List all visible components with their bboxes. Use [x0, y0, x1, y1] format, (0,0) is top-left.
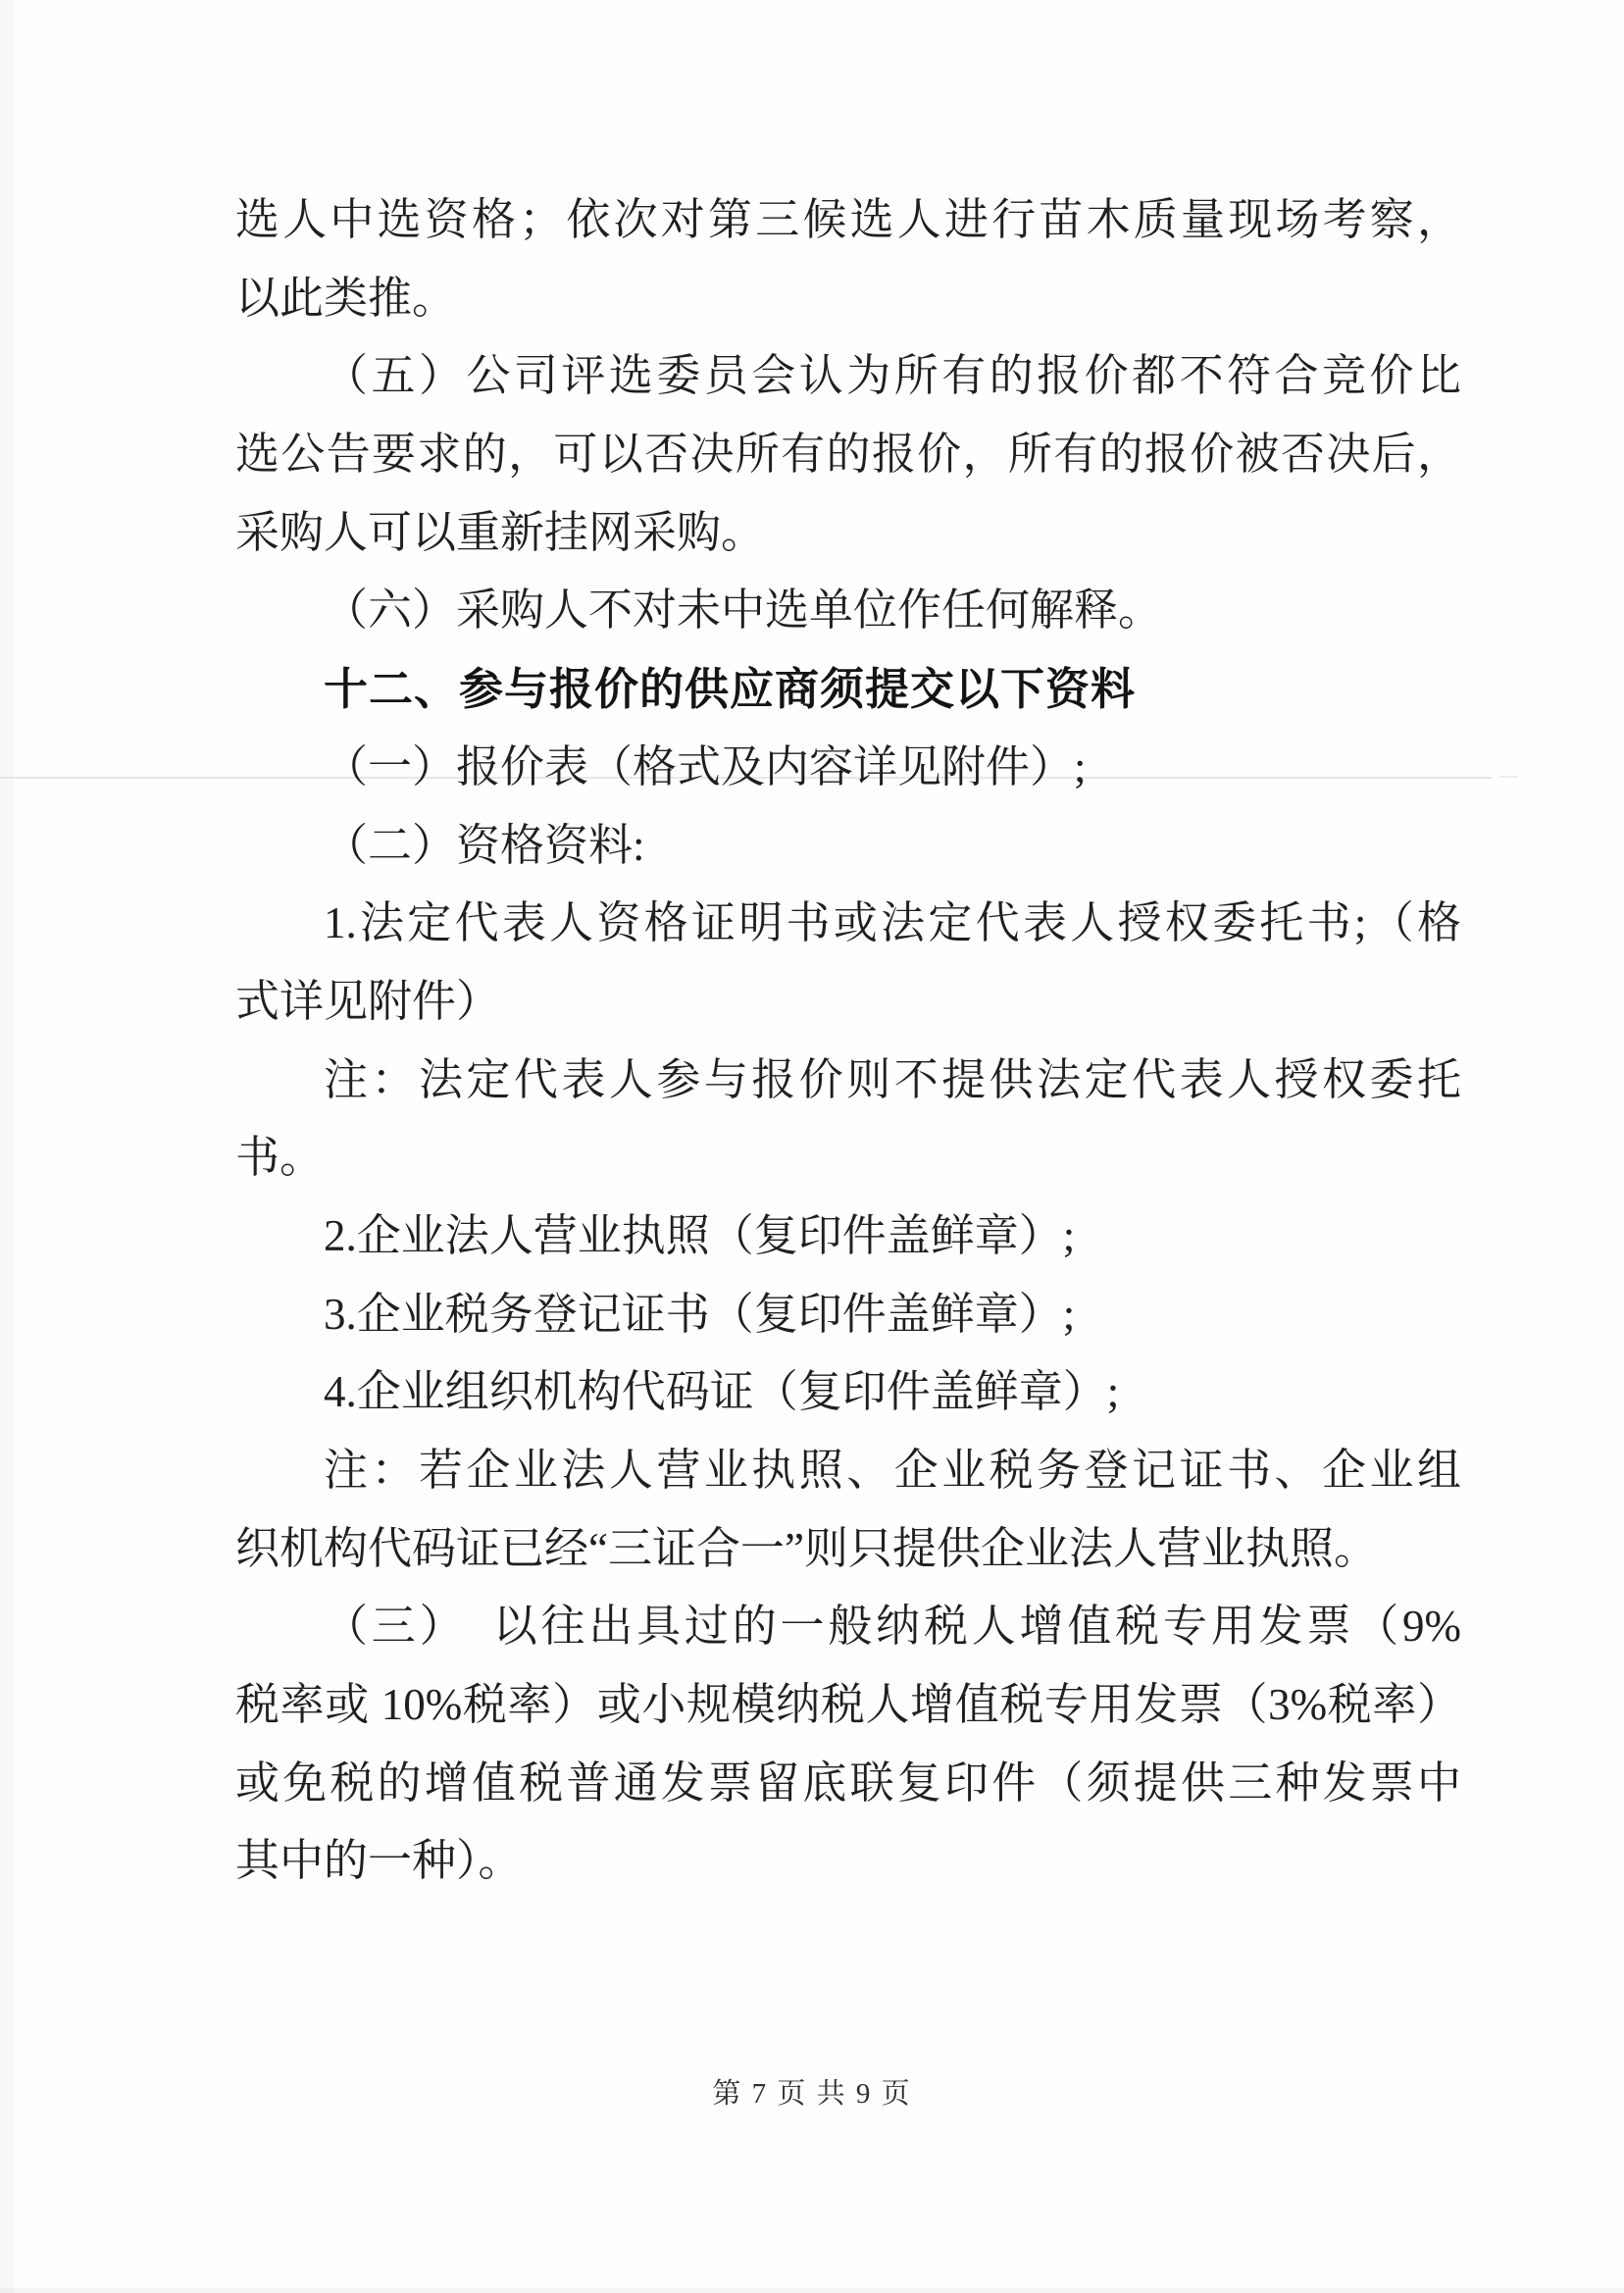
text-line: 选公告要求的，可以否决所有的报价，所有的报价被否决后， — [235, 430, 1461, 480]
text-line: （一）报价表（格式及内容详见附件）; — [324, 741, 1087, 791]
scan-artifact-dash — [1500, 776, 1518, 778]
text-line: 注：若企业法人营业执照、企业税务登记证书、企业组 — [324, 1446, 1461, 1495]
text-line: 2.企业法人营业执照（复印件盖鲜章）; — [324, 1210, 1076, 1260]
page-number-footer: 第 7 页 共 9 页 — [712, 2078, 912, 2110]
document-body — [235, 181, 1461, 1901]
text-line: 式详见附件） — [235, 976, 501, 1026]
text-line: 注：法定代表人参与报价则不提供法定代表人授权委托 — [324, 1054, 1461, 1104]
scan-edge-shadow-bottom — [0, 2288, 1624, 2293]
text-line: 采购人可以重新挂网采购。 — [235, 507, 766, 557]
text-line: 织机构代码证已经“三证合一”则只提供企业法人营业执照。 — [235, 1523, 1378, 1573]
text-line: 选人中选资格；依次对第三候选人进行苗木质量现场考察， — [235, 195, 1461, 244]
text-line: 以此类推。 — [235, 273, 457, 323]
text-line: 十二、参与报价的供应商须提交以下资料 — [324, 664, 1137, 715]
text-line: 或免税的增值税普通发票留底联复印件（须提供三种发票中 — [235, 1758, 1461, 1808]
text-line: 其中的一种）。 — [235, 1836, 523, 1886]
text-line: （三） 以往出具过的一般纳税人增值税专用发票（9% — [324, 1602, 1461, 1652]
text-line: （六）采购人不对未中选单位作任何解释。 — [324, 586, 1163, 636]
text-line: （二）资格资料: — [324, 820, 645, 870]
text-line: （五）公司评选委员会认为所有的报价都不符合竞价比 — [324, 351, 1461, 401]
text-line: 3.企业税务登记证书（复印件盖鲜章）; — [324, 1289, 1076, 1339]
text-line: 税率或 10%税率）或小规模纳税人增值税专用发票（3%税率） — [235, 1680, 1461, 1730]
text-line: 1.法定代表人资格证明书或法定代表人授权委托书;（格 — [324, 898, 1461, 948]
text-line: 4.企业组织机构代码证（复印件盖鲜章）; — [324, 1367, 1120, 1417]
text-line: 书。 — [235, 1133, 325, 1183]
scan-edge-shadow-left — [0, 0, 14, 2293]
